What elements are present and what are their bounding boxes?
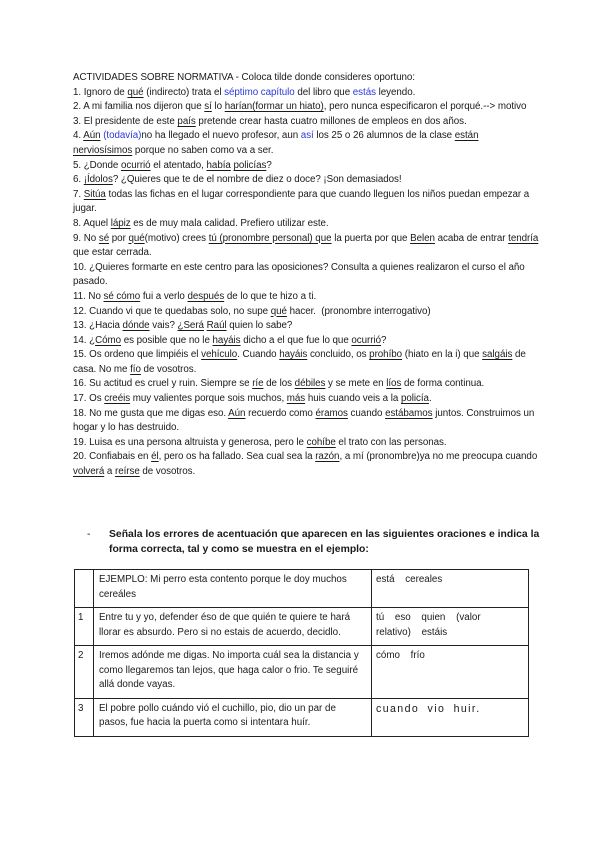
exercise-2-heading: [87, 527, 546, 557]
row-correction: cómo frío: [372, 646, 529, 699]
sentence-16: 16. Su actitud es cruel y ruin. Siempre se ríe de los débiles y se mete en líos de forma continua.: [73, 378, 485, 390]
row-number: [75, 570, 94, 608]
sentence-1: 1. Ignoro de qué (indirecto) trata el séptimo capítulo del libro que estás leyendo.: [73, 86, 416, 98]
sentence-5: 5. ¿Donde ocurrió el atentado, había policías?: [73, 159, 272, 171]
row-number: 2: [75, 646, 94, 699]
sentence-7: 7. Sitúa todas las fichas en el lugar correspondiente para que cuando lleguen los niños puedan empezar a jugar.: [73, 188, 530, 215]
sentence-13: 13. ¿Hacia dónde vais? ¿Será Raúl quien lo sabe?: [73, 320, 293, 332]
row-number: 3: [75, 698, 94, 736]
bullet-dash: -: [87, 529, 91, 540]
sentence-18: 18. No me gusta que me digas eso. Aún recuerdo como éramos cuando estábamos juntos. Construimos un hogar y lo has destruido.: [73, 407, 535, 434]
table-row: [75, 608, 529, 646]
example-sentence: EJEMPLO: Mi perro esta contento porque le doy muchos cereáles: [94, 570, 372, 608]
sentence-4: 4. Aún (todavía)no ha llegado el nuevo profesor, aun así los 25 o 26 alumnos de la clase están nerviosísimos porque no saben como va a ser.: [73, 130, 479, 156]
sentence-19: 19. Luisa es una persona altruista y generosa, pero le cohíbe el trato con las personas.: [73, 436, 447, 448]
example-correction: está cereales: [372, 570, 529, 608]
sentence-2: 2. A mi familia nos dijeron que sí lo harían(formar un hiato), pero nunca especificaron el porqué.--> motivo: [73, 101, 527, 113]
sentence-6: 6. ¡Ídolos? ¿Quieres que te de el nombre de diez o doce? ¡Son demasiados!: [73, 174, 402, 186]
sentence-11: 11. No sé cómo fui a verlo después de lo que te hizo a ti.: [73, 290, 317, 302]
accent-errors-table: [74, 569, 529, 737]
table-row: [75, 646, 529, 699]
table-row: [75, 570, 529, 608]
sentence-20: 20. Confiabais en él, pero os ha fallado. Sea cual sea la razón, a mí (pronombre)ya no me preocupa cuando volverá a reírse de vosotros.: [73, 451, 538, 478]
row-correction: tú eso quien (valor relativo) estáis: [372, 608, 529, 646]
row-sentence: Iremos adónde me digas. No importa cuál sea la distancia y como llegaremos tan lejos, que haga calor o frio. Te seguiré allá donde vayas.: [94, 646, 372, 699]
row-number: 1: [75, 608, 94, 646]
sentence-12: 12. Cuando vi que te quedabas solo, no supe qué hacer. (pronombre interrogativo): [73, 305, 431, 317]
sentence-17: 17. Os creéis muy valientes porque sois muchos, más huis cuando veis a la policía.: [73, 393, 432, 405]
sentence-14: 14. ¿Cómo es posible que no le hayáis dicho a el que fue lo que ocurrió?: [73, 334, 387, 346]
table-row: [75, 698, 529, 736]
row-correction: cuando vio huir.: [372, 698, 529, 736]
exercise-2-instructions: Señala los errores de acentuación que aparecen en las siguientes oraciones e indica la forma correcta, tal y como se muestra en el ejemplo:: [109, 529, 540, 556]
exercise-title: ACTIVIDADES SOBRE NORMATIVA - Coloca tilde donde consideres oportuno:: [73, 72, 415, 83]
sentence-3: 3. El presidente de este país pretende crear hasta cuatro millones de empleos en dos años.: [73, 115, 467, 127]
sentence-10: 10. ¿Quieres formarte en este centro para las oposiciones? Consulta a quienes realizaron el curso el año pasado.: [73, 261, 525, 288]
sentence-15: 15. Os ordeno que limpiéis el vehículo. Cuando hayáis concluido, os prohíbo (hiato en la i) que salgáis de casa. No me fío de vosotros.: [73, 349, 526, 375]
sentence-9: 9. No sé por qué(motivo) crees tú (pronombre personal) que la puerta por que Belen acaba de entrar tendría que estar cerrada.: [73, 232, 539, 259]
row-sentence: El pobre pollo cuándo vió el cuchillo, pio, dio un par de pasos, fue hacia la puerta como si intentara huír.: [94, 698, 372, 736]
row-sentence: Entre tu y yo, defender éso de que quién te quiere te hará llorar es absurdo. Pero si no estais de acuerdo, decidlo.: [94, 608, 372, 646]
exercise-1: [73, 71, 539, 480]
sentence-8: 8. Aquel lápiz es de muy mala calidad. Prefiero utilizar este.: [73, 217, 329, 229]
